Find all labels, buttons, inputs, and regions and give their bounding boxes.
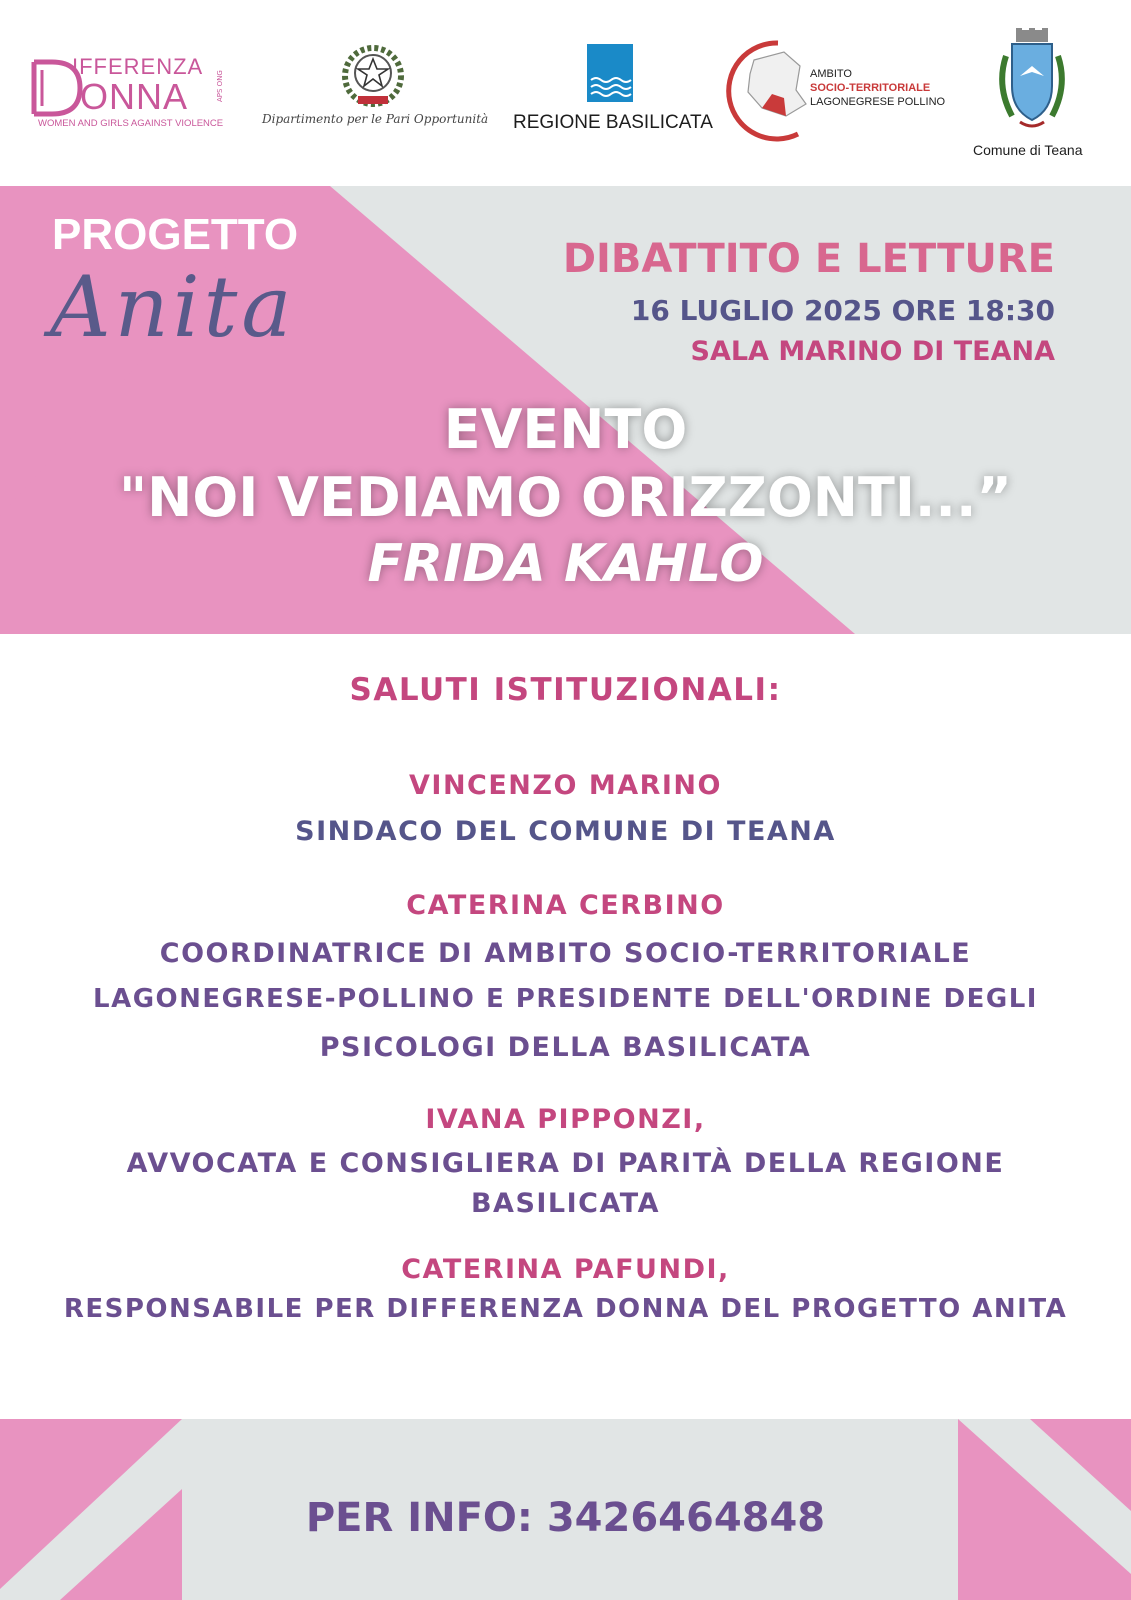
event-date-time: 16 LUGLIO 2025 ORE 18:30 <box>630 294 1055 327</box>
speaker-role: RESPONSABILE PER DIFFERENZA DONNA DEL PROGETTO ANITA <box>63 1294 1068 1324</box>
footer-band <box>0 1419 1131 1600</box>
speaker-role: BASILICATA <box>470 1188 661 1219</box>
ambito-line3: LAGONEGRESE POLLINO <box>810 96 946 108</box>
speaker-name: CATERINA CERBINO <box>406 890 725 921</box>
differenza-donna-logo <box>28 52 243 142</box>
speaker-role: AVVOCATA E CONSIGLIERA DI PARITÀ DELLA REGIONE <box>126 1148 1005 1179</box>
event-type: DIBATTITO E LETTURE <box>562 236 1055 282</box>
anita-title: Anita <box>50 258 296 356</box>
regione-caption: REGIONE BASILICATA <box>513 112 713 133</box>
comune-coat-of-arms-icon <box>962 26 1102 136</box>
speaker-role: PSICOLOGI DELLA BASILICATA <box>319 1032 812 1063</box>
regione-basilicata-logo <box>508 44 713 139</box>
regione-shield-icon <box>508 44 713 102</box>
comune-teana-logo <box>962 26 1102 166</box>
differenza-aps: APS ONG <box>216 70 224 102</box>
differenza-line1: IFFERENZA <box>72 54 204 79</box>
speaker-name: CATERINA PAFUNDI, <box>401 1254 730 1285</box>
logo-bar <box>0 0 1131 185</box>
greetings-heading: SALUTI ISTITUZIONALI: <box>349 672 782 708</box>
ambito-logo <box>726 38 946 143</box>
differenza-tagline: WOMEN AND GIRLS AGAINST VIOLENCE <box>38 118 224 129</box>
speaker-name: IVANA PIPPONZI, <box>425 1104 706 1135</box>
info-phone: PER INFO: 3426464848 <box>305 1495 826 1541</box>
speaker-name: VINCENZO MARINO <box>409 770 722 801</box>
evento-label: EVENTO <box>443 398 688 461</box>
ambito-line2: SOCIO-TERRITORIALE <box>810 82 931 94</box>
differenza-line2: ONNA <box>80 76 189 117</box>
comune-caption: Comune di Teana <box>973 142 1083 158</box>
speaker-role: COORDINATRICE DI AMBITO SOCIO-TERRITORIALE <box>159 938 972 969</box>
quote-author: FRIDA KAHLO <box>367 534 764 594</box>
event-venue: SALA MARINO DI TEANA <box>690 336 1055 367</box>
pari-opportunita-caption: Dipartimento per le Pari Opportunità <box>262 112 489 126</box>
speaker-role: LAGONEGRESE-POLLINO E PRESIDENTE DELL'ORDINE DEGLI <box>93 984 1038 1014</box>
pari-opportunita-logo <box>258 40 488 135</box>
speaker-role: SINDACO DEL COMUNE DI TEANA <box>295 816 836 847</box>
event-quote: "NOI VEDIAMO ORIZZONTI...” <box>119 466 1012 529</box>
hero-banner <box>0 186 1131 634</box>
italian-emblem-icon <box>258 40 488 110</box>
progetto-label: PROGETTO <box>52 210 299 259</box>
ambito-line1: AMBITO <box>810 68 852 80</box>
